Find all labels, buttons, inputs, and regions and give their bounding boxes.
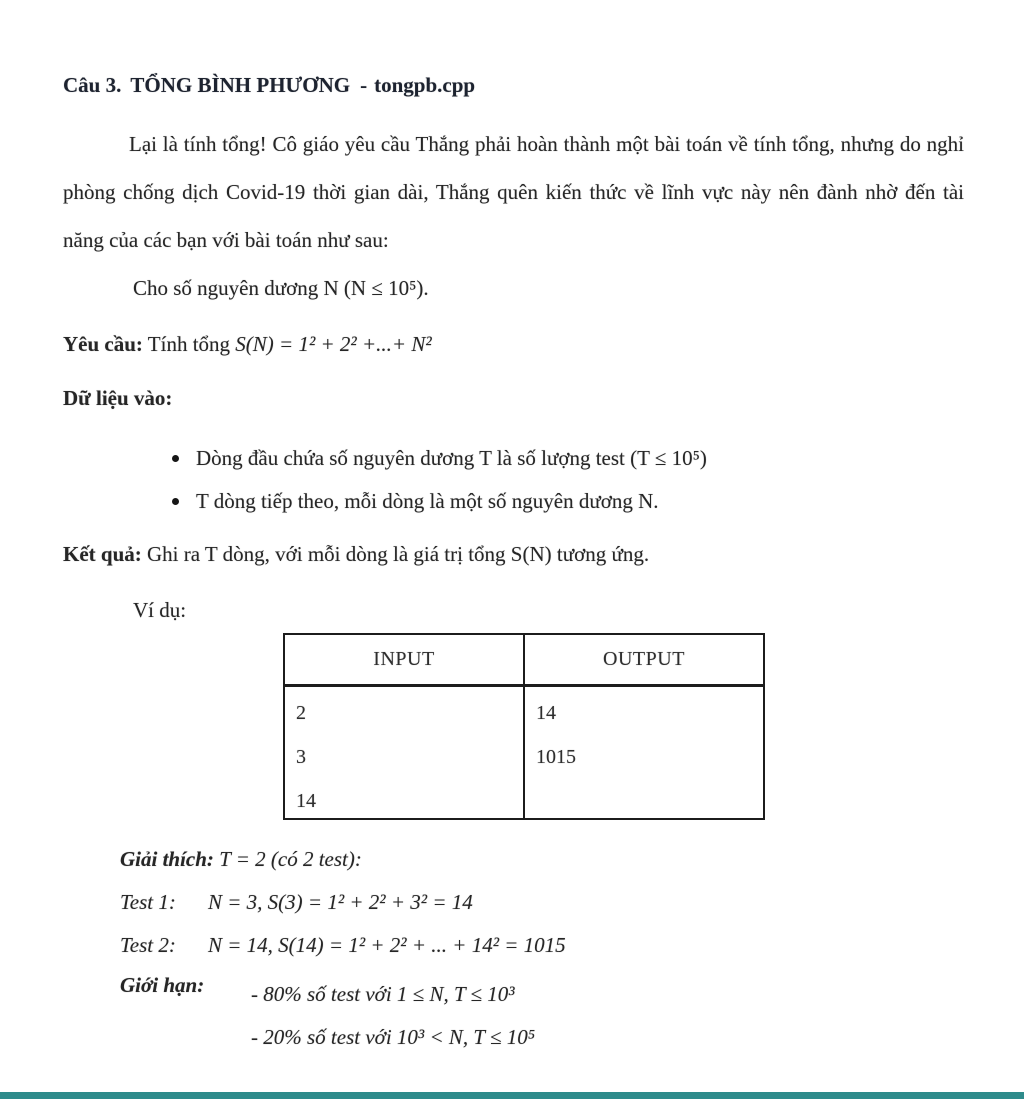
limit-line-2: - 20% số test với 10³ < N, T ≤ 10⁵ <box>251 1025 536 1049</box>
output-spec-text: Ghi ra T dòng, với mỗi dòng là giá trị tổng S(N) tương ứng. <box>147 542 650 566</box>
input-cell <box>285 687 525 818</box>
bullet-icon <box>172 455 179 462</box>
requirement-line <box>63 330 432 358</box>
test-2-label: Test 2: <box>120 933 176 957</box>
limits-label: Giới hạn: <box>120 973 205 997</box>
input-column-header: INPUT <box>285 635 525 684</box>
output-spec-label: Kết quả: <box>63 542 142 566</box>
bullet-text: Dòng đầu chứa số nguyên dương T là số lượng test (T ≤ 10⁵) <box>196 446 707 470</box>
explanation-line <box>120 845 362 873</box>
test-1-line <box>120 888 473 916</box>
limit-line-1: - 80% số test với 1 ≤ N, T ≤ 10³ <box>251 982 515 1006</box>
problem-filename: tongpb.cpp <box>374 73 476 97</box>
input-spec-label: Dữ liệu vào: <box>63 386 173 410</box>
intro-paragraph: Lại là tính tổng! Cô giáo yêu cầu Thắng phải hoàn thành một bài toán về tính tổng, nhưng do nghỉ phòng chống dịch Covid-19 thời gian dài, Thắng quên kiến thức về lĩnh vực này nên đành nhờ đến tài năng của các bạn với bài toán như sau: <box>63 132 964 252</box>
example-table-header-row <box>285 635 763 687</box>
output-cell <box>525 687 763 818</box>
example-label: Ví dụ: <box>133 598 187 622</box>
bottom-accent-bar <box>0 1092 1024 1099</box>
example-table <box>283 633 765 820</box>
test-2-detail: N = 14, S(14) = 1² + 2² + ... + 14² = 1015 <box>208 933 566 957</box>
limits-block <box>120 973 535 1059</box>
input-bullet-1 <box>172 444 707 472</box>
given-statement: Cho số nguyên dương N (N ≤ 10⁵). <box>133 276 429 300</box>
input-value: 14 <box>296 790 316 812</box>
input-value: 3 <box>296 746 306 768</box>
explanation-summary: T = 2 (có 2 test): <box>219 847 362 871</box>
output-value: 14 <box>536 702 556 724</box>
limits-lines <box>251 973 535 1059</box>
input-value: 2 <box>296 702 306 724</box>
example-table-body-row <box>285 687 763 818</box>
title-separator: - <box>360 73 368 97</box>
requirement-label: Yêu cầu: <box>63 332 143 356</box>
requirement-formula: S(N) = 1² + 2² +...+ N² <box>235 332 432 356</box>
output-column-header: OUTPUT <box>603 648 685 670</box>
bullet-icon <box>172 498 179 505</box>
problem-name: TỔNG BÌNH PHƯƠNG <box>130 73 351 97</box>
test-2-line <box>120 931 566 959</box>
output-value: 1015 <box>536 746 576 768</box>
output-spec-line <box>63 540 649 568</box>
test-1-label: Test 1: <box>120 890 176 914</box>
bullet-text: T dòng tiếp theo, mỗi dòng là một số nguyên dương N. <box>196 489 659 513</box>
explanation-label: Giải thích: <box>120 847 214 871</box>
problem-title <box>63 70 475 100</box>
requirement-lead: Tính tổng <box>147 332 231 356</box>
problem-number: Câu 3. <box>63 73 122 97</box>
input-bullet-2 <box>172 487 658 515</box>
test-1-detail: N = 3, S(3) = 1² + 2² + 3² = 14 <box>208 890 473 914</box>
